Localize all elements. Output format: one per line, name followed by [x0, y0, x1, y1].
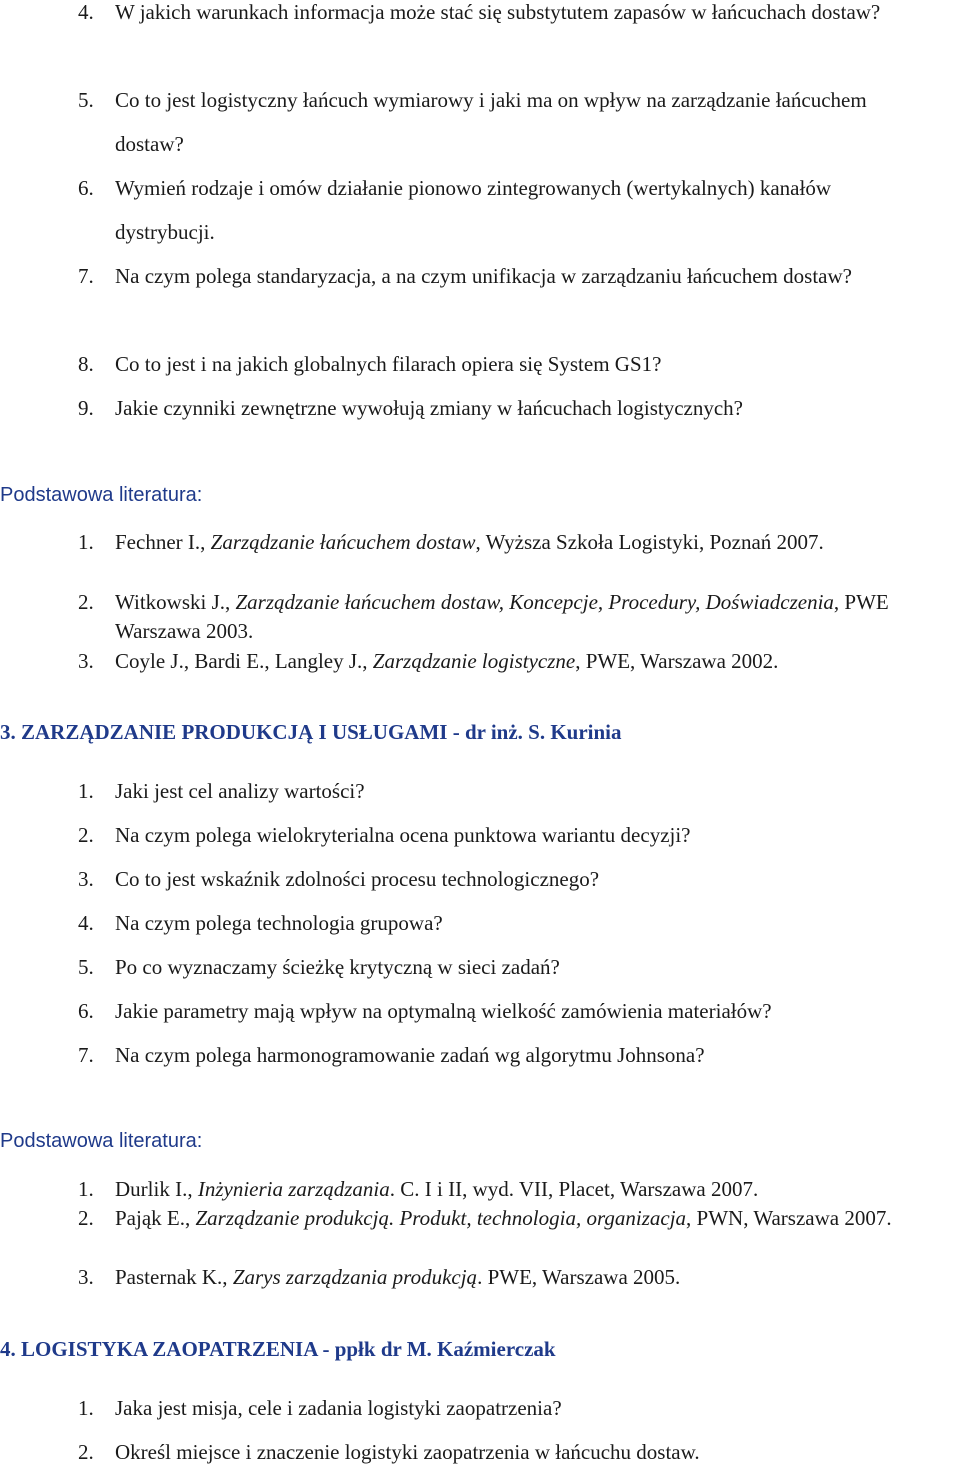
question-number: 5.	[78, 88, 94, 112]
question-text: Na czym polega technologia grupowa?	[115, 911, 443, 935]
reference-item	[0, 528, 950, 557]
reference-author: Fechner I.,	[115, 530, 211, 554]
reference-number: 3.	[78, 1265, 94, 1289]
reference-title: Zarządzanie logistyczne	[372, 649, 576, 673]
question-text: Co to jest wskaźnik zdolności procesu technologicznego?	[115, 867, 600, 891]
reference-item	[0, 588, 950, 646]
question-text: Określ miejsce i znaczenie logistyki zaopatrzenia w łańcuchu dostaw.	[115, 1440, 700, 1464]
question-item	[0, 989, 950, 1033]
question-number: 1.	[78, 1396, 94, 1420]
reference-text	[115, 647, 935, 676]
question-number: 5.	[78, 955, 94, 979]
reference-author: Coyle J., Bardi E., Langley J.,	[115, 649, 373, 673]
question-number: 3.	[78, 867, 94, 891]
reference-publisher: , PWE Warszawa 2003.	[115, 590, 889, 643]
question-number: 1.	[78, 779, 94, 803]
question-item	[0, 342, 950, 386]
question-item	[0, 945, 950, 989]
question-item	[0, 813, 950, 857]
question-text: W jakich warunkach informacja może stać się substytutem zapasów w łańcuchach dostaw?	[115, 0, 881, 24]
question-number: 2.	[78, 1440, 94, 1464]
question-text: Jakie parametry mają wpływ na optymalną wielkość zamówienia materiałów?	[115, 999, 772, 1023]
question-number: 7.	[78, 264, 94, 288]
question-item	[0, 0, 950, 34]
reference-number: 1.	[78, 1177, 94, 1201]
question-number: 7.	[78, 1043, 94, 1067]
question-text: Na czym polega harmonogramowanie zadań wg algorytmu Johnsona?	[115, 1043, 705, 1067]
question-item	[0, 254, 950, 298]
reference-item	[0, 647, 950, 676]
question-text: Jaka jest misja, cele i zadania logistyki zaopatrzenia?	[115, 1396, 562, 1420]
question-text: Wymień rodzaje i omów działanie pionowo zintegrowanych (wertykalnych) kanałów dystrybucji.	[115, 176, 831, 244]
literature-heading: Podstawowa literatura:	[0, 1130, 203, 1152]
question-item	[0, 78, 950, 166]
question-item	[0, 769, 950, 813]
question-number: 9.	[78, 396, 94, 420]
reference-author: Pająk E.,	[115, 1206, 196, 1230]
question-text: Jaki jest cel analizy wartości?	[115, 779, 365, 803]
reference-publisher: . C. I i II, wyd. VII, Placet, Warszawa 2007.	[389, 1177, 759, 1201]
question-text: Na czym polega standaryzacja, a na czym unifikacja w zarządzaniu łańcuchem dostaw?	[115, 264, 852, 288]
reference-title: Inżynieria zarządzania	[197, 1177, 390, 1201]
reference-item	[0, 1204, 950, 1233]
reference-text	[115, 1263, 935, 1292]
question-item	[0, 857, 950, 901]
question-number: 6.	[78, 176, 94, 200]
reference-number: 3.	[78, 649, 94, 673]
question-text: Po co wyznaczamy ścieżkę krytyczną w sieci zadań?	[115, 955, 560, 979]
reference-title: Zarys zarządzania produkcją	[232, 1265, 478, 1289]
question-number: 6.	[78, 999, 94, 1023]
question-text: Jakie czynniki zewnętrzne wywołują zmiany w łańcuchach logistycznych?	[115, 396, 744, 420]
reference-author: Durlik I.,	[115, 1177, 198, 1201]
question-number: 4.	[78, 0, 94, 24]
reference-text	[115, 1204, 935, 1233]
reference-number: 2.	[78, 590, 94, 614]
question-number: 4.	[78, 911, 94, 935]
section-heading: 3. ZARZĄDZANIE PRODUKCJĄ I USŁUGAMI - dr inż. S. Kurinia	[0, 720, 622, 744]
question-number: 2.	[78, 823, 94, 847]
reference-author: Pasternak K.,	[115, 1265, 233, 1289]
reference-title: Zarządzanie produkcją. Produkt, technologia, organizacja	[195, 1206, 687, 1230]
reference-publisher: , Wyższa Szkoła Logistyki, Poznań 2007.	[475, 530, 824, 554]
reference-number: 2.	[78, 1206, 94, 1230]
reference-text	[115, 528, 935, 557]
reference-text	[115, 588, 935, 646]
literature-heading: Podstawowa literatura:	[0, 484, 203, 506]
reference-publisher: , PWN, Warszawa 2007.	[686, 1206, 892, 1230]
question-text: Co to jest i na jakich globalnych filarach opiera się System GS1?	[115, 352, 662, 376]
reference-number: 1.	[78, 530, 94, 554]
reference-author: Witkowski J.,	[115, 590, 236, 614]
reference-title: Zarządzanie łańcuchem dostaw	[210, 530, 476, 554]
question-item	[0, 1033, 950, 1077]
reference-text	[115, 1175, 935, 1204]
question-item	[0, 1386, 950, 1430]
section-heading: 4. LOGISTYKA ZAOPATRZENIA - ppłk dr M. Kaźmierczak	[0, 1337, 556, 1361]
reference-publisher: . PWE, Warszawa 2005.	[477, 1265, 681, 1289]
reference-item	[0, 1175, 950, 1204]
question-item	[0, 1430, 950, 1474]
question-text: Co to jest logistyczny łańcuch wymiarowy i jaki ma on wpływ na zarządzanie łańcuchem dostaw?	[115, 88, 867, 156]
reference-publisher: , PWE, Warszawa 2002.	[575, 649, 779, 673]
question-text: Na czym polega wielokryterialna ocena punktowa wariantu decyzji?	[115, 823, 691, 847]
question-number: 8.	[78, 352, 94, 376]
reference-item	[0, 1263, 950, 1292]
question-item	[0, 901, 950, 945]
reference-title: Zarządzanie łańcuchem dostaw, Koncepcje, Procedury, Doświadczenia	[235, 590, 834, 614]
question-item	[0, 386, 950, 430]
question-item	[0, 166, 950, 254]
